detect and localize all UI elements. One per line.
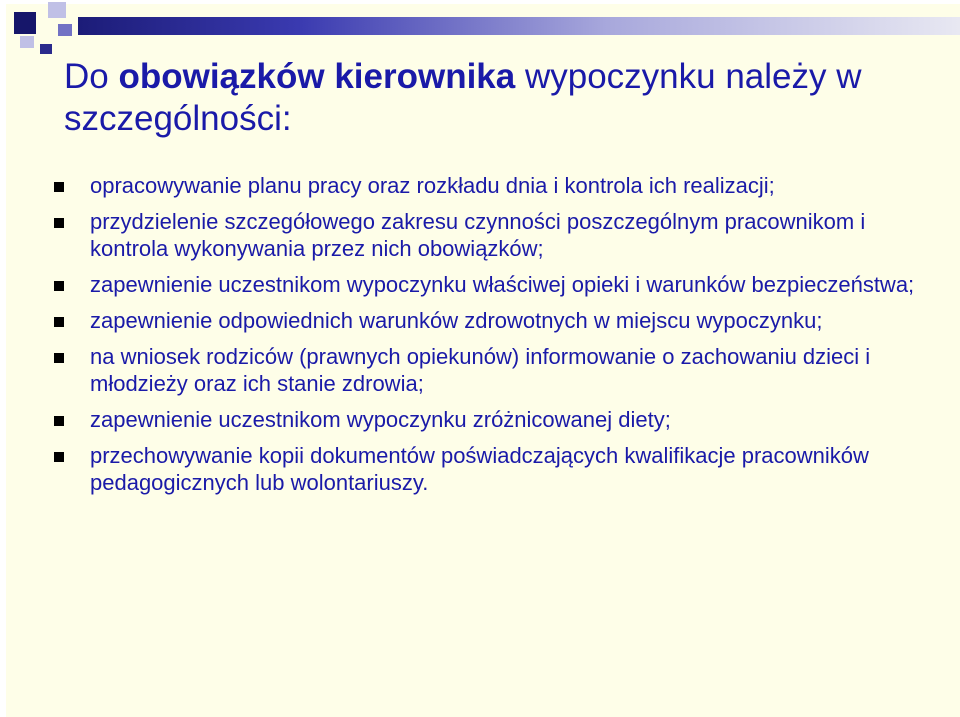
decorative-square bbox=[48, 2, 66, 18]
square-bullet-icon bbox=[54, 317, 64, 327]
list-item bbox=[54, 343, 934, 397]
list-item bbox=[54, 271, 934, 298]
list-item bbox=[54, 442, 934, 496]
list-item bbox=[54, 172, 934, 199]
decorative-square bbox=[40, 44, 52, 54]
decorative-square bbox=[20, 36, 34, 48]
list-item-text: zapewnienie odpowiednich warunków zdrowotnych w miejscu wypoczynku; bbox=[90, 308, 823, 333]
list-item-text: zapewnienie uczestnikom wypoczynku właściwej opieki i warunków bezpieczeństwa; bbox=[90, 272, 915, 297]
list-item bbox=[54, 406, 934, 433]
square-bullet-icon bbox=[54, 218, 64, 228]
list-item-text: zapewnienie uczestnikom wypoczynku zróżnicowanej diety; bbox=[90, 407, 671, 432]
decorative-square bbox=[14, 12, 36, 34]
title-emphasis: obowiązków kierownika bbox=[118, 57, 516, 96]
decorative-square bbox=[58, 24, 72, 36]
title-prefix: Do bbox=[64, 57, 119, 96]
list-item-text: na wniosek rodziców (prawnych opiekunów) informowanie o zachowaniu dzieci i młodzieży oraz ich stanie zdrowia; bbox=[90, 344, 871, 396]
square-bullet-icon bbox=[54, 353, 64, 363]
square-bullet-icon bbox=[54, 182, 64, 192]
header-gradient-bar bbox=[78, 17, 960, 35]
square-bullet-icon bbox=[54, 281, 64, 291]
bullet-list bbox=[54, 172, 934, 505]
slide-title bbox=[64, 56, 904, 140]
list-item-text: przydzielenie szczegółowego zakresu czynności poszczególnym pracownikom i kontrola wykonywania przez nich obowiązków; bbox=[90, 209, 866, 261]
list-item-text: opracowywanie planu pracy oraz rozkładu dnia i kontrola ich realizacji; bbox=[90, 173, 775, 198]
title-suffix: wypoczynku należy w szczególności: bbox=[64, 57, 862, 138]
list-item bbox=[54, 208, 934, 262]
square-bullet-icon bbox=[54, 416, 64, 426]
list-item bbox=[54, 307, 934, 334]
list-item-text: przechowywanie kopii dokumentów poświadczających kwalifikacje pracowników pedagogicznych lub wolontariuszy. bbox=[90, 443, 869, 495]
square-bullet-icon bbox=[54, 452, 64, 462]
